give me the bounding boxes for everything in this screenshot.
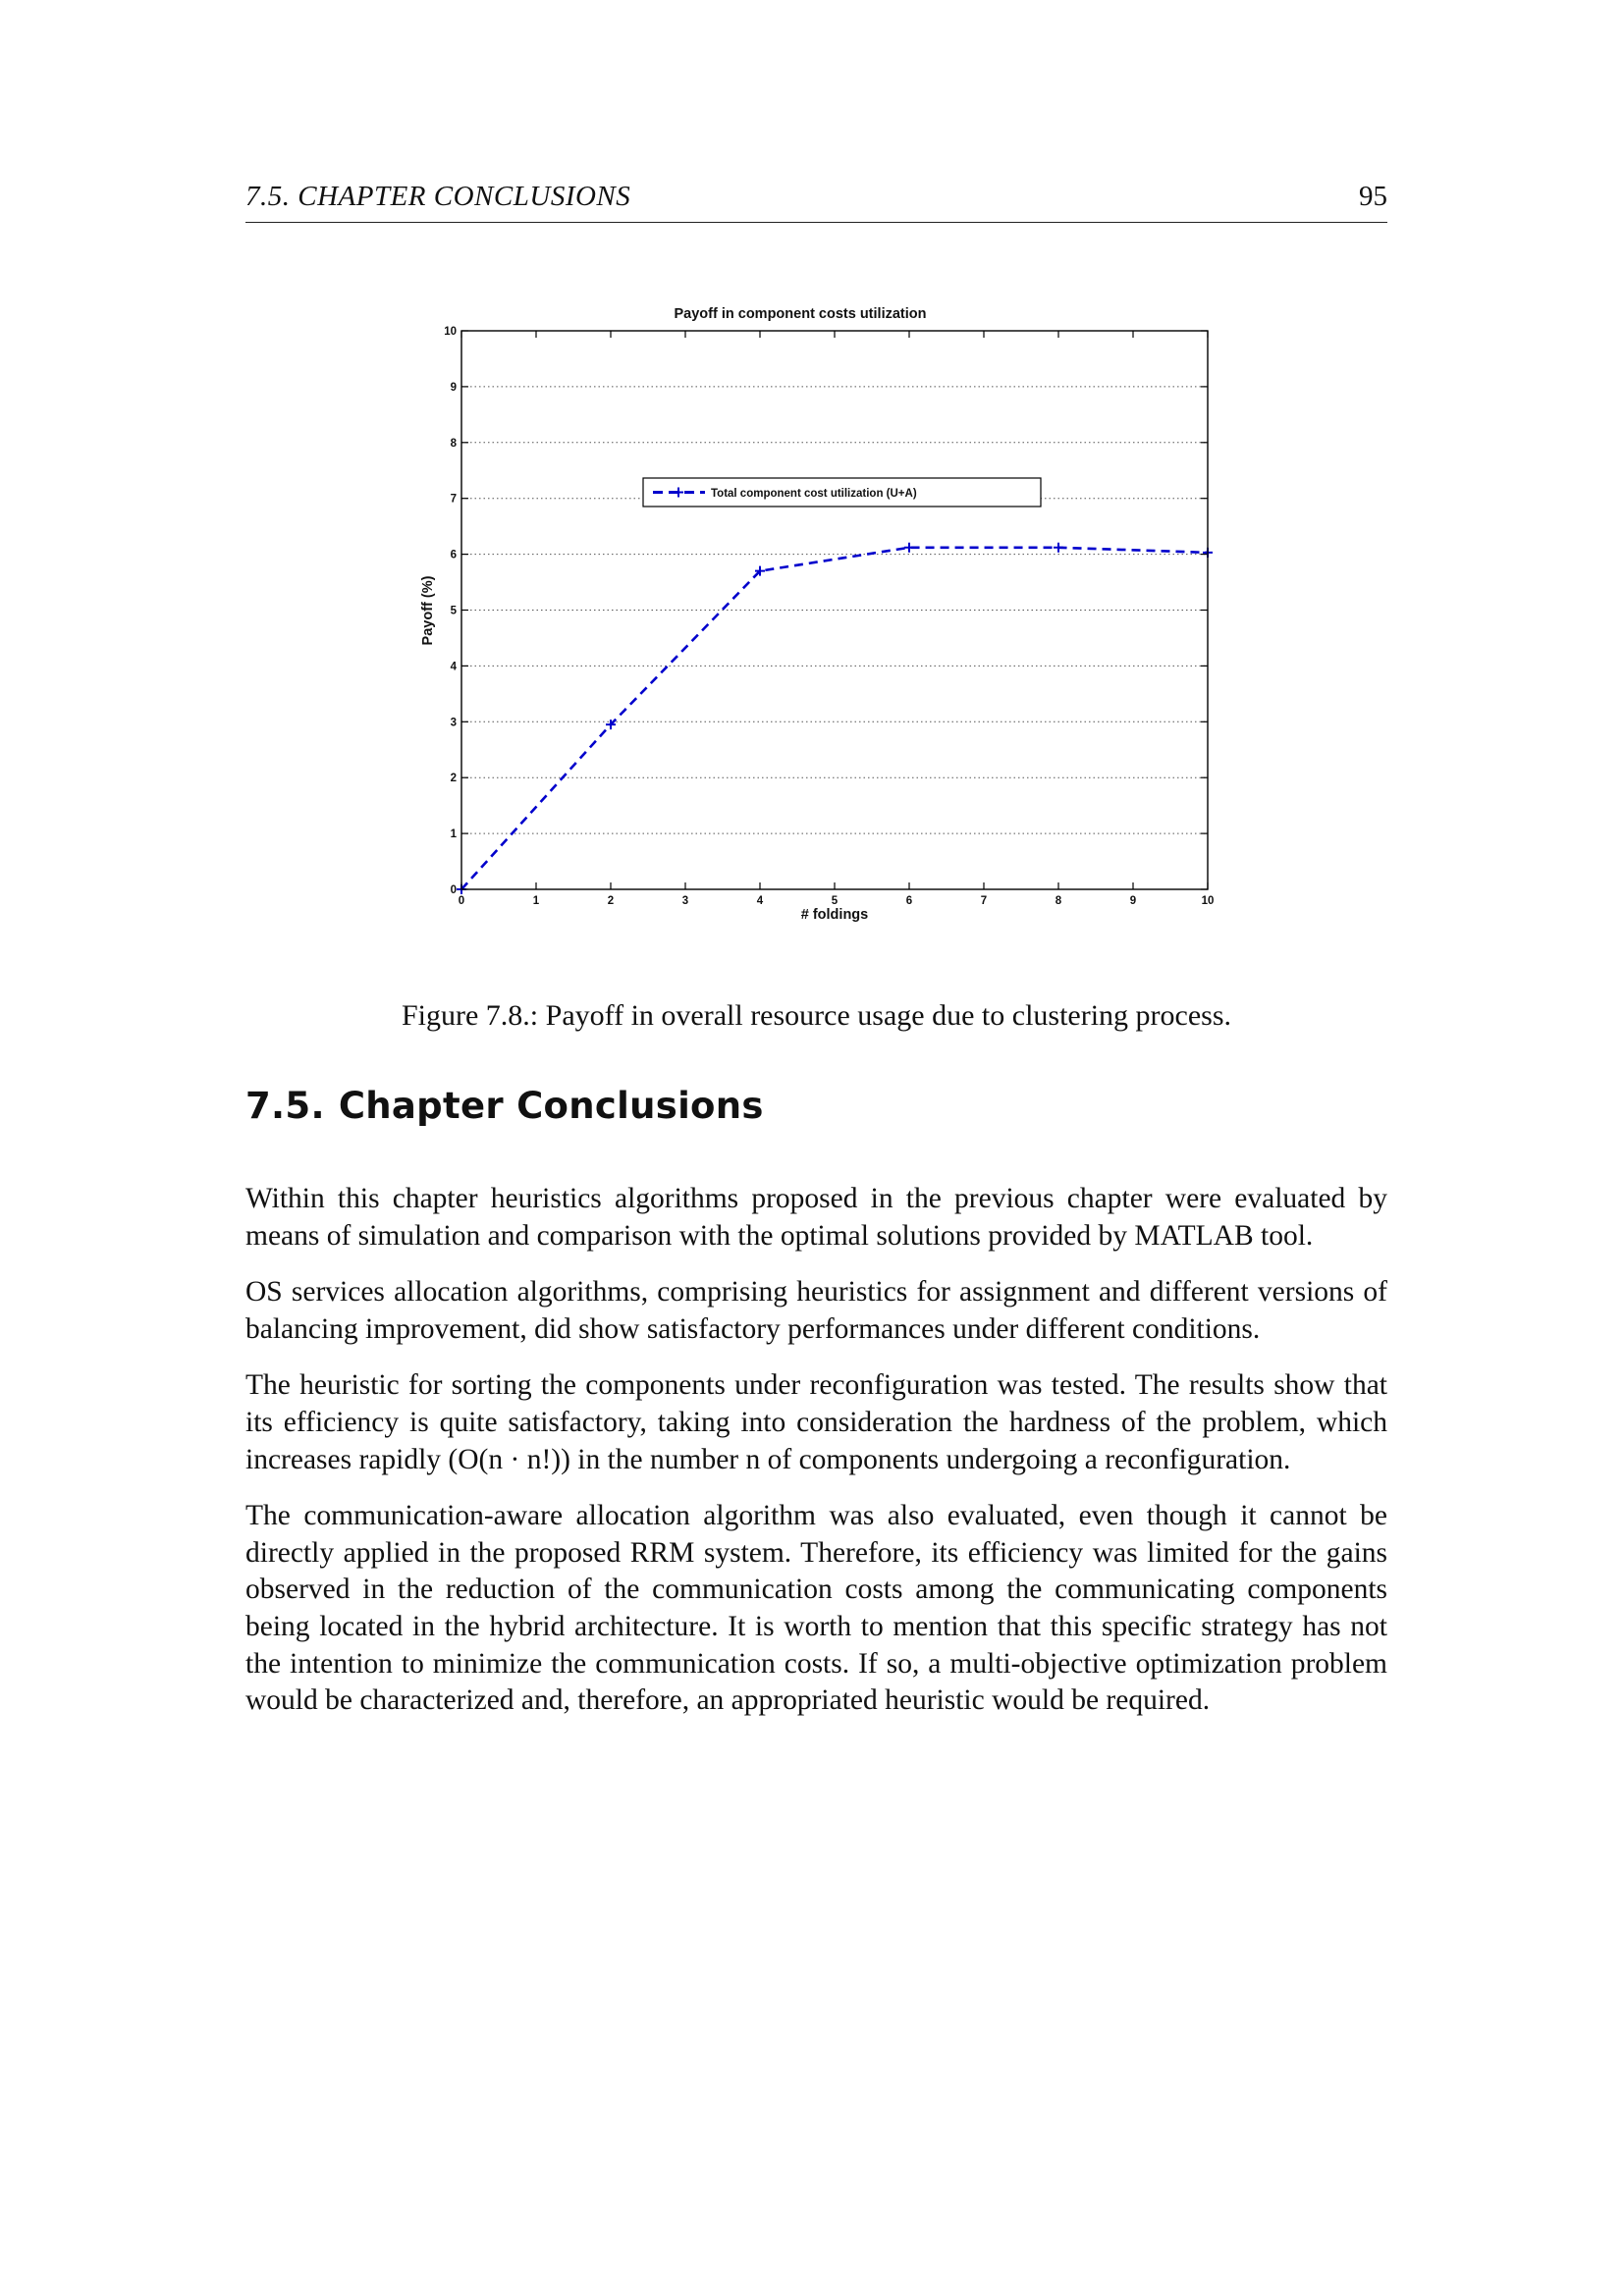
- legend: [643, 478, 1041, 507]
- x-axis-label: # foldings: [800, 907, 869, 923]
- y-tick-label: 1: [450, 828, 457, 841]
- y-tick-label: 7: [450, 493, 457, 506]
- paragraph: The heuristic for sorting the components under reconfiguration was tested. The results show that its efficiency is quite satisfactory, taking into consideration the hardness of the problem, which increases rapidly (O(n · n!)) in the number n of components undergoing a reconfiguration.: [245, 1369, 1387, 1475]
- running-header: [245, 181, 1387, 223]
- y-tick-label: 2: [450, 773, 457, 785]
- y-tick-label: 3: [450, 717, 457, 729]
- x-tick-label: 1: [532, 895, 540, 907]
- x-tick-label: 2: [607, 895, 615, 907]
- x-tick-label: 10: [1201, 895, 1215, 907]
- y-tick-label: 4: [450, 661, 457, 673]
- section-title: Chapter Conclusions: [338, 1085, 764, 1127]
- y-tick-label: 5: [450, 605, 457, 617]
- y-tick-label: 8: [450, 437, 457, 450]
- x-tick-label: 4: [756, 895, 764, 907]
- paragraph: The communication-aware allocation algorithm was also evaluated, even though it cannot be directly applied in the proposed RRM system. Therefore, its efficiency was limited for the gains observed in the reduction of the communication costs among the communicating components being located in the hybrid architecture. It is worth to mention that this specific strategy has not the intention to minimize the communication costs. If so, a multi-objective optimization problem would be characterized and, therefore, an appropriated heuristic would be required.: [245, 1500, 1387, 1717]
- y-tick-label: 6: [450, 549, 457, 561]
- running-header-title: 7.5. CHAPTER CONCLUSIONS: [245, 181, 631, 212]
- y-tick-label: 0: [450, 884, 457, 896]
- payoff-line-chart: [393, 294, 1257, 942]
- section-body: [245, 1181, 1387, 1739]
- x-tick-label: 5: [831, 895, 839, 907]
- paragraph: OS services allocation algorithms, comprising heuristics for assignment and different versions of balancing improvement, did show satisfactory performances under different conditions.: [245, 1276, 1387, 1345]
- x-tick-label: 0: [458, 895, 465, 907]
- page-number: 95: [1359, 181, 1387, 212]
- x-tick-label: 3: [681, 895, 689, 907]
- section-number: 7.5.: [245, 1085, 325, 1127]
- x-tick-label: 8: [1055, 895, 1062, 907]
- chart-title: Payoff in component costs utilization: [674, 306, 927, 322]
- x-tick-label: 7: [980, 895, 988, 907]
- y-tick-label: 10: [444, 326, 457, 338]
- y-tick-label: 9: [450, 381, 457, 394]
- legend-label: Total component cost utilization (U+A): [711, 488, 917, 500]
- paragraph: Within this chapter heuristics algorithms proposed in the previous chapter were evaluated by means of simulation and comparison with the optimal solutions provided by MATLAB tool.: [245, 1183, 1387, 1252]
- section-heading: [245, 1085, 764, 1127]
- x-tick-label: 6: [905, 895, 913, 907]
- x-tick-label: 9: [1129, 895, 1137, 907]
- figure-caption: Figure 7.8.: Payoff in overall resource usage due to clustering process.: [401, 999, 1232, 1032]
- y-axis-label: Payoff (%): [420, 575, 436, 646]
